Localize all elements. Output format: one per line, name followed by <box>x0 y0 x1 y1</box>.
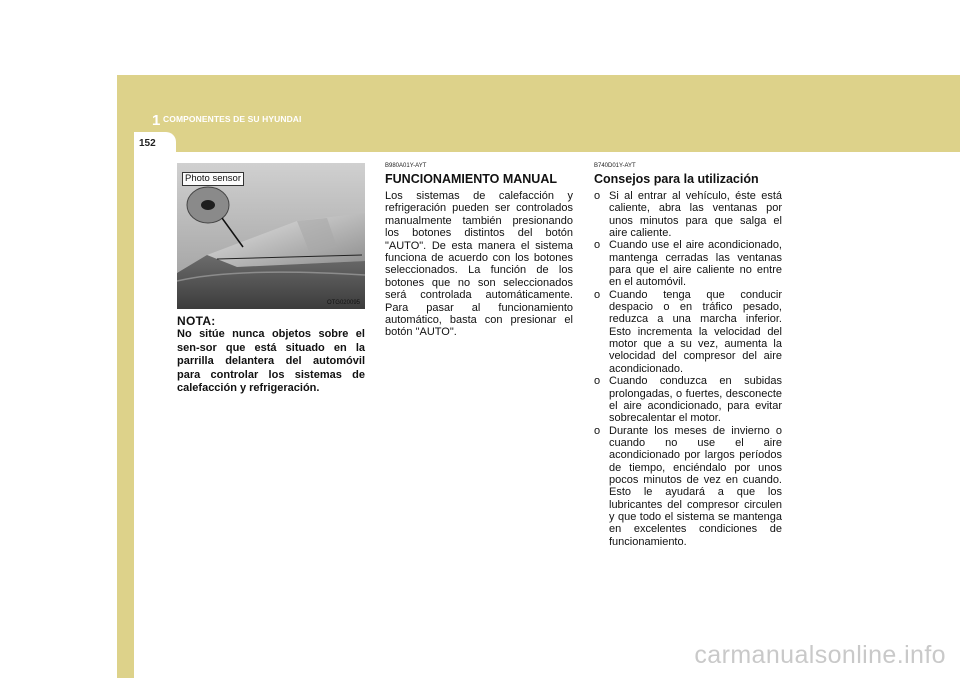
photo-sensor-figure <box>177 163 365 309</box>
note-block <box>177 315 365 395</box>
figure-code: OTG020095 <box>326 300 360 306</box>
list-item-text: Cuando tenga que conducir despacio o en tráfico pesado, reduzca a una marcha inferior. Esto incrementa la velocidad del motor que a su vez, aumenta la velocidad del compresor del aire acondicionado. <box>609 288 782 375</box>
section-code: B740D01Y-AYT <box>594 163 636 169</box>
list-item <box>594 190 782 239</box>
chapter-title: COMPONENTES DE SU HYUNDAI <box>163 114 302 124</box>
list-item-text: Cuando use el aire acondicionado, mantenga cerradas las ventanas para que el aire caliente no entre en el automóvil. <box>609 239 782 289</box>
section-body: Los sistemas de calefacción y refrigeración pueden ser controlados manualmente también presionando los botones distintos del botón "AUTO". De esta manera el sistema funciona de acuerdo con los botones seleccionados. La función de los botones que no son seleccionados será controlada automáticamente. Para pasar al funcionamiento automático, basta con presionar el botón "AUTO". <box>385 190 573 339</box>
usage-tips-section <box>594 163 782 548</box>
header-side-bar <box>117 132 134 678</box>
note-text: No sitúe nunca objetos sobre el sen-sor que está situado en la parrilla delantera del automóvil para controlar los sistemas de calefacción y refrigeración. <box>177 328 365 395</box>
list-item-text: Durante los meses de invierno o cuando no use el aire acondicionado por largos períodos de tiempo, enciéndalo por unos pocos minutos de vez en cuando. Esto le ayudará a que los lubricantes del compresor circulen y que todo el sistema se mantenga en excelentes condiciones de funcionamiento. <box>609 424 782 548</box>
list-item <box>594 289 782 375</box>
list-item-text: Cuando conduzca en subidas prolongadas, o fuertes, desconecte el aire acondicionado, para evitar sobrecalentar el motor. <box>609 375 782 425</box>
chapter-number: 1 <box>152 112 161 129</box>
list-item-text: Si al entrar al vehículo, éste está caliente, abra las ventanas por unos minutos para que salga el aire caliente. <box>609 190 782 240</box>
tips-list <box>594 190 782 548</box>
header-cap <box>134 132 960 152</box>
bullet-marker: o <box>594 375 601 388</box>
section-heading: FUNCIONAMIENTO MANUAL <box>385 172 557 186</box>
bullet-marker: o <box>594 424 601 437</box>
note-heading: NOTA: <box>177 314 216 328</box>
list-item <box>594 425 782 548</box>
list-item <box>594 239 782 288</box>
section-heading: Consejos para la utilización <box>594 172 759 186</box>
bullet-marker: o <box>594 288 601 301</box>
bullet-marker: o <box>594 190 601 202</box>
bullet-marker: o <box>594 239 601 252</box>
manual-operation-section <box>385 163 573 339</box>
list-item <box>594 375 782 424</box>
section-code: B980A01Y-AYT <box>385 163 427 169</box>
page-number: 152 <box>139 138 156 149</box>
photo-sensor-label: Photo sensor <box>182 172 244 186</box>
watermark: carmanualsonline.info <box>694 641 946 669</box>
